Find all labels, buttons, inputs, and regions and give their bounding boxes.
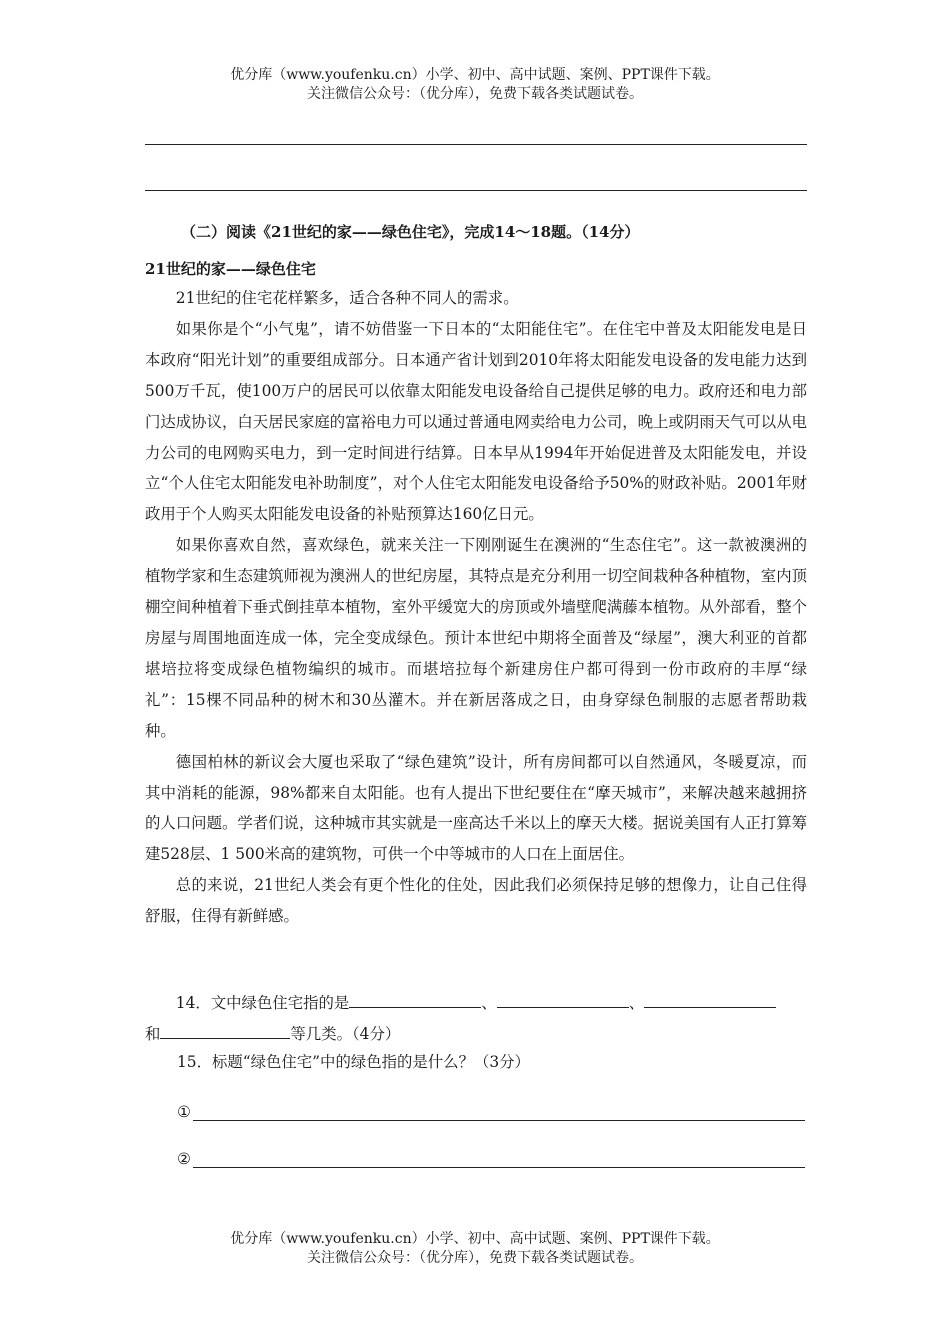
q14-blank-1[interactable] (349, 991, 481, 1008)
paragraph: 总的来说，21世纪人类会有更个性化的住处，因此我们必须保持足够的想像力，让自己住得舒服，住得有新鲜感。 (145, 876, 807, 926)
article-title: 21世纪的家——绿色住宅 (145, 260, 316, 278)
footer-line-2: 关注微信公众号：（优分库），免费下载各类试题试卷。 (307, 1250, 643, 1266)
answer-line[interactable] (193, 1103, 805, 1121)
article-body (145, 283, 807, 932)
paragraph: 德国柏林的新议会大厦也采取了“绿色建筑”设计，所有房间都可以自然通风，冬暖夏凉，而其中消耗的能源，98%都来自太阳能。也有人提出下世纪要住在“摩天城市”，来解决越来越拥挤的人口问题。学者们说，这种城市其实就是一座高达千米以上的摩天大楼。据说美国有人正打算筹建528层、1 500米高的建筑物，可供一个中等城市的人口在上面居住。 (145, 752, 807, 864)
answer-marker: ② (177, 1150, 191, 1168)
header-line-1: 优分库（www.youfenku.cn）小学、初中、高中试题、案例、PPT课件下载。 (230, 67, 720, 83)
footer-line-1: 优分库（www.youfenku.cn）小学、初中、高中试题、案例、PPT课件下载。 (230, 1231, 720, 1247)
q14-blank-2[interactable] (497, 991, 629, 1008)
answer-marker: ① (177, 1103, 191, 1121)
page-header (0, 66, 950, 104)
q14-blank-3[interactable] (644, 991, 776, 1008)
answer-line[interactable] (145, 190, 807, 191)
answer-line[interactable] (193, 1150, 805, 1168)
paragraph: 21世纪的住宅花样繁多，适合各种不同人的需求。 (175, 289, 519, 307)
paragraph: 如果你喜欢自然，喜欢绿色，就来关注一下刚刚诞生在澳洲的“生态住宅”。这一款被澳洲的植物学家和生态建筑师视为澳洲人的世纪房屋，其特点是充分利用一切空间栽种各种植物，室内顶棚空间种植着下垂式倒挂草本植物，室外平缓宽大的房顶或外墙壁爬满藤本植物。从外部看，整个房屋与周围地面连成一体，完全变成绿色。预计本世纪中期将全面普及“绿屋”，澳大利亚的首都堪培拉将变成绿色植物编织的城市。而堪培拉每个新建房住户都可得到一份市政府的丰厚“绿礼”：15棵不同品种的树木和30丛灌木。并在新居落成之日，由身穿绿色制服的志愿者帮助栽种。 (145, 536, 807, 740)
q14-suffix: 等几类。（4分） (290, 1024, 401, 1043)
q14-sep-2: 、 (628, 994, 645, 1012)
question-15: 15．标题“绿色住宅”中的绿色指的是什么？（3分） (177, 1053, 530, 1071)
section-title: （二）阅读《21世纪的家——绿色住宅》，完成14～18题。（14分） (181, 223, 640, 241)
answer-line[interactable] (145, 144, 807, 145)
header-line-2: 关注微信公众号：（优分库），免费下载各类试题试卷。 (307, 86, 643, 102)
q14-blank-4[interactable] (160, 1022, 290, 1039)
q14-and: 和 (145, 1024, 161, 1043)
q15-answer-2 (177, 1150, 805, 1168)
q15-answer-1 (177, 1103, 805, 1121)
paragraph: 如果你是个“小气鬼”，请不妨借鉴一下日本的“太阳能住宅”。在住宅中普及太阳能发电是日本政府“阳光计划”的重要组成部分。日本通产省计划到2010年将太阳能发电设备的发电能力达到500万千瓦，使100万户的居民可以依靠太阳能发电设备给自己提供足够的电力。政府还和电力部门达成协议，白天居民家庭的富裕电力可以通过普通电网卖给电力公司，晚上或阴雨天气可以从电力公司的电网购买电力，到一定时间进行结算。日本早从1994年开始促进普及太阳能发电，并设立“个人住宅太阳能发电补助制度”，对个人住宅太阳能发电设备给予50%的财政补贴。2001年财政用于个人购买太阳能发电设备的补贴预算达160亿日元。 (145, 319, 807, 524)
q14-sep-1: 、 (481, 994, 497, 1012)
page-footer (0, 1230, 950, 1268)
q14-prefix: 14．文中绿色住宅指的是 (175, 994, 350, 1012)
question-14 (145, 988, 807, 1050)
